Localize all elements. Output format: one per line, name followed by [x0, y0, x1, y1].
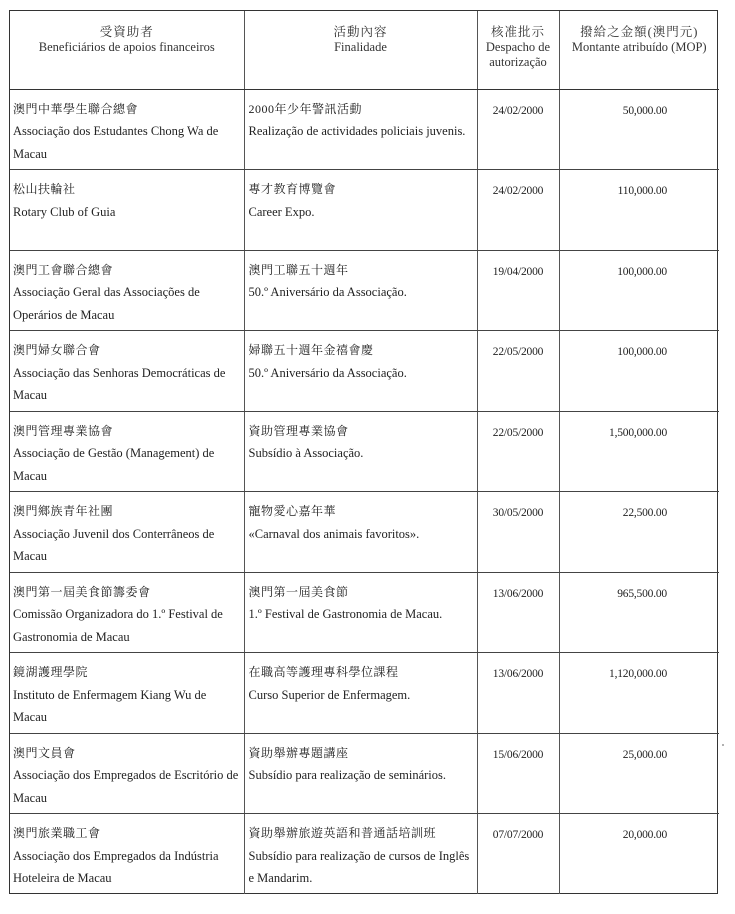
purpose-zh: 2000年少年警訊活動 — [248, 101, 363, 116]
table-row — [10, 250, 719, 331]
amount-cell — [559, 331, 719, 412]
purpose-cell — [244, 733, 477, 814]
purpose-pt: Curso Superior de Enfermagem. — [248, 687, 411, 702]
beneficiary-cell — [10, 411, 244, 492]
beneficiary-cell — [10, 814, 244, 895]
beneficiary-name-zh: 澳門鄉族青年社團 — [13, 504, 114, 518]
header-purpose — [244, 11, 477, 89]
header-dispatch — [477, 11, 559, 89]
dispatch-date-cell — [477, 492, 559, 573]
beneficiary-cell — [10, 331, 244, 412]
beneficiary-cell — [10, 89, 244, 170]
dispatch-date-cell — [477, 170, 559, 251]
purpose-cell — [244, 89, 477, 170]
table-body — [10, 89, 719, 894]
dispatch-date: 07/07/2000 — [492, 829, 544, 841]
beneficiary-name-pt: Instituto de Enfermagem Kiang Wu de Macau — [13, 687, 207, 724]
purpose-cell — [244, 170, 477, 251]
table-row — [10, 733, 719, 814]
amount-value: 100,000.00 — [617, 265, 667, 278]
purpose-zh: 澳門第一屆美食節 — [248, 584, 349, 599]
header-purpose-zh: 活動內容 — [333, 25, 388, 39]
purpose-pt: Career Expo. — [248, 204, 315, 219]
dispatch-date-cell — [477, 250, 559, 331]
purpose-cell — [244, 331, 477, 412]
amount-value: 110,000.00 — [617, 185, 667, 197]
amount-cell — [559, 411, 719, 492]
beneficiary-name-zh: 澳門第一屆美食節籌委會 — [13, 584, 151, 599]
beneficiary-name-pt: Associação das Senhoras Democráticas de Macau — [13, 365, 226, 402]
dispatch-date: 13/06/2000 — [492, 587, 544, 600]
beneficiary-name-zh: 鏡湖護理學院 — [13, 665, 89, 679]
dispatch-date: 13/06/2000 — [492, 668, 544, 680]
dispatch-date-cell — [477, 814, 559, 895]
dispatch-date: 22/05/2000 — [492, 346, 544, 358]
beneficiary-name-pt: Associação dos Estudantes Chong Wa de Macau — [13, 124, 219, 161]
table-row — [10, 89, 719, 170]
beneficiary-cell — [10, 653, 244, 734]
amount-value: 965,500.00 — [617, 587, 667, 600]
purpose-cell — [244, 572, 477, 653]
beneficiary-cell — [10, 170, 244, 251]
purpose-zh: 專才教育博覽會 — [248, 182, 337, 196]
table-row — [10, 331, 719, 412]
header-amount — [559, 11, 719, 89]
subsidy-table-grid — [10, 11, 719, 894]
dispatch-date: 15/06/2000 — [492, 748, 544, 761]
purpose-pt: «Carnaval dos animais favoritos». — [248, 526, 420, 541]
beneficiary-cell — [10, 250, 244, 331]
amount-cell — [559, 733, 719, 814]
amount-value: 20,000.00 — [622, 829, 667, 841]
amount-value: 1,120,000.00 — [609, 668, 667, 680]
purpose-zh: 在職高等護理專科學位課程 — [248, 665, 399, 679]
amount-cell — [559, 89, 719, 170]
purpose-pt: Subsídio para realização de seminários. — [248, 768, 446, 782]
beneficiary-name-zh: 松山扶輪社 — [13, 182, 76, 196]
dispatch-date-cell — [477, 331, 559, 412]
header-amount-pt: Montante atribuído (MOP) — [571, 40, 707, 54]
purpose-zh: 寵物愛心嘉年華 — [248, 504, 337, 518]
purpose-zh: 資助舉辦專題講座 — [248, 745, 349, 760]
amount-cell — [559, 492, 719, 573]
beneficiary-cell — [10, 733, 244, 814]
amount-value: 22,500.00 — [622, 507, 667, 519]
purpose-cell — [244, 814, 477, 895]
beneficiary-name-pt: Associação dos Empregados de Escritório de Macau — [13, 768, 239, 805]
dispatch-date-cell — [477, 572, 559, 653]
dispatch-date-cell — [477, 411, 559, 492]
amount-cell — [559, 814, 719, 895]
beneficiary-name-zh: 澳門旅業職工會 — [13, 826, 101, 840]
header-beneficiary-zh: 受資助者 — [99, 25, 154, 39]
beneficiary-name-pt: Associação Juvenil dos Conterrâneos de Macau — [13, 526, 215, 563]
amount-value: 25,000.00 — [622, 748, 667, 761]
header-amount-zh: 撥給之金額(澳門元) — [580, 25, 699, 39]
beneficiary-name-zh: 澳門中華學生聯合總會 — [13, 101, 139, 116]
purpose-cell — [244, 492, 477, 573]
amount-cell — [559, 170, 719, 251]
dispatch-date: 22/05/2000 — [492, 426, 544, 439]
beneficiary-name-pt: Associação dos Empregados da Indústria Hoteleira de Macau — [13, 848, 219, 885]
purpose-pt: Subsídio à Associação. — [248, 446, 364, 460]
amount-value: 50,000.00 — [622, 104, 667, 117]
dispatch-date: 19/04/2000 — [492, 265, 544, 278]
purpose-pt: 50.º Aniversário da Associação. — [248, 365, 407, 380]
purpose-zh: 資助管理專業協會 — [248, 423, 349, 438]
header-beneficiary — [10, 11, 244, 89]
table-row — [10, 170, 719, 251]
amount-cell — [559, 572, 719, 653]
amount-value: 1,500,000.00 — [609, 426, 667, 439]
amount-cell — [559, 653, 719, 734]
beneficiary-name-zh: 澳門管理專業協會 — [13, 423, 114, 438]
header-purpose-pt: Finalidade — [334, 40, 387, 54]
beneficiary-name-zh: 澳門文員會 — [13, 745, 76, 760]
header-dispatch-zh: 核准批示 — [490, 25, 545, 39]
table-row — [10, 814, 719, 895]
beneficiary-cell — [10, 492, 244, 573]
dispatch-date: 30/05/2000 — [492, 507, 544, 519]
purpose-pt: 50.º Aniversário da Associação. — [248, 285, 407, 299]
table-header-row — [10, 11, 719, 89]
dispatch-date-cell — [477, 89, 559, 170]
table-row — [10, 572, 719, 653]
purpose-pt: Realização de actividades policiais juvenis. — [248, 124, 466, 138]
dispatch-date-cell — [477, 653, 559, 734]
table-row — [10, 492, 719, 573]
purpose-zh: 澳門工聯五十週年 — [248, 262, 349, 277]
purpose-zh: 資助舉辦旅遊英語和普通話培訓班 — [248, 826, 437, 840]
purpose-cell — [244, 653, 477, 734]
table-row — [10, 411, 719, 492]
purpose-cell — [244, 250, 477, 331]
beneficiary-name-zh: 澳門工會聯合總會 — [13, 262, 114, 277]
beneficiary-name-pt: Rotary Club of Guia — [13, 204, 116, 219]
beneficiary-name-pt: Associação de Gestão (Management) de Macau — [13, 446, 215, 483]
beneficiary-name-pt: Associação Geral das Associações de Operários de Macau — [13, 285, 200, 322]
header-beneficiary-pt: Beneficiários de apoios financeiros — [38, 40, 215, 54]
table-row — [10, 653, 719, 734]
beneficiary-cell — [10, 572, 244, 653]
dispatch-date-cell — [477, 733, 559, 814]
purpose-pt: Subsídio para realização de cursos de Inglês e Mandarim. — [248, 848, 470, 885]
purpose-cell — [244, 411, 477, 492]
dispatch-date: 24/02/2000 — [492, 104, 544, 117]
amount-cell — [559, 250, 719, 331]
beneficiary-name-pt: Comissão Organizadora do 1.º Festival de Gastronomia de Macau — [13, 607, 223, 644]
scan-speck — [722, 744, 724, 746]
purpose-zh: 婦聯五十週年金禧會慶 — [248, 343, 374, 357]
subsidy-table — [9, 10, 718, 894]
beneficiary-name-zh: 澳門婦女聯合會 — [13, 343, 101, 357]
dispatch-date: 24/02/2000 — [492, 185, 544, 197]
amount-value: 100,000.00 — [617, 346, 667, 358]
purpose-pt: 1.º Festival de Gastronomia de Macau. — [248, 607, 443, 621]
header-dispatch-pt: Despacho de autorização — [485, 40, 551, 69]
